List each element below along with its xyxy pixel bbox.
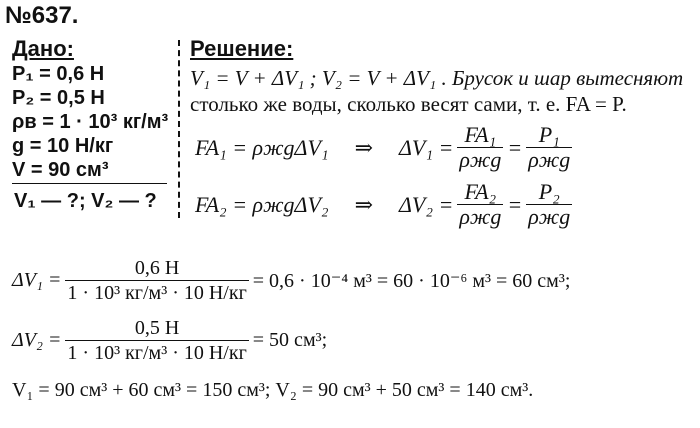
given-item: P₂ = 0,5 Н: [12, 87, 105, 109]
vertical-divider: [178, 40, 180, 218]
equals-sign: =: [507, 191, 523, 217]
equals-sign: =: [507, 134, 523, 160]
archimedes-force-formula-1: FA₁ = ρжgΔV₁: [195, 134, 329, 160]
given-item: P₁ = 0,6 Н: [12, 63, 105, 85]
implies-arrow: ⇒: [354, 134, 373, 160]
fraction-numerator: FA₁: [457, 123, 503, 148]
fraction-denominator: 1 · 10³ кг/м³ · 10 Н/кг: [67, 342, 247, 364]
fraction-p2-over-rho-g: [526, 180, 572, 229]
fraction-p1-over-rho-g: [526, 123, 572, 172]
solution-line-2: столько же воды, сколько весят сами, т. е. FA = P.: [190, 92, 627, 116]
fraction-denominator: ρжg: [459, 147, 502, 172]
calculation-delta-v2: [12, 316, 327, 365]
given-find-divider: [12, 183, 167, 184]
given-title: Дано:: [12, 36, 74, 61]
solution-title: Решение:: [190, 36, 294, 61]
delta-v1-label: ΔV₁ =: [399, 134, 454, 160]
fraction-fa2-over-rho-g: [457, 180, 503, 229]
equation-row-2: [195, 180, 572, 229]
archimedes-force-formula-2: FA₂ = ρжgΔV₂: [195, 191, 329, 217]
calc-lhs: ΔV₂ =: [12, 329, 62, 351]
fraction-fa1-over-rho-g: [457, 123, 503, 172]
fraction-numerator: P₁: [526, 123, 572, 148]
final-answer-line: V₁ = 90 см³ + 60 см³ = 150 см³; V₂ = 90 см³ + 50 см³ = 140 см³.: [12, 379, 534, 401]
fraction-numerator: FA₂: [457, 180, 503, 205]
fraction-denominator: ρжg: [528, 147, 571, 172]
given-item: ρв = 1 · 10³ кг/м³: [12, 111, 169, 133]
solution-line-1: V₁ = V + ΔV₁ ; V₂ = V + ΔV₁ . Брусок и шар вытесняют: [190, 66, 684, 90]
problem-number: №637.: [5, 2, 79, 29]
calculation-delta-v1: [12, 256, 570, 305]
find-line: V₁ — ?; V₂ — ?: [14, 190, 157, 212]
calc-lhs: ΔV₁ =: [12, 269, 62, 291]
fraction-denominator: ρжg: [459, 204, 502, 229]
calc-fraction: [65, 316, 248, 365]
equation-row-1: [195, 123, 572, 172]
calc-rhs: = 50 см³;: [252, 329, 328, 351]
fraction-numerator: 0,5 Н: [65, 316, 248, 341]
delta-v2-label: ΔV₂ =: [399, 191, 454, 217]
fraction-numerator: 0,6 Н: [65, 256, 248, 281]
calc-rhs: = 0,6 · 10⁻⁴ м³ = 60 · 10⁻⁶ м³ = 60 см³;: [252, 270, 571, 292]
implies-arrow: ⇒: [354, 191, 373, 217]
calc-fraction: [65, 256, 248, 305]
given-item: g = 10 Н/кг: [12, 135, 114, 157]
fraction-numerator: P₂: [526, 180, 572, 205]
fraction-denominator: ρжg: [528, 204, 571, 229]
given-list: [12, 62, 168, 182]
given-item: V = 90 см³: [12, 159, 109, 181]
fraction-denominator: 1 · 10³ кг/м³ · 10 Н/кг: [67, 282, 247, 304]
